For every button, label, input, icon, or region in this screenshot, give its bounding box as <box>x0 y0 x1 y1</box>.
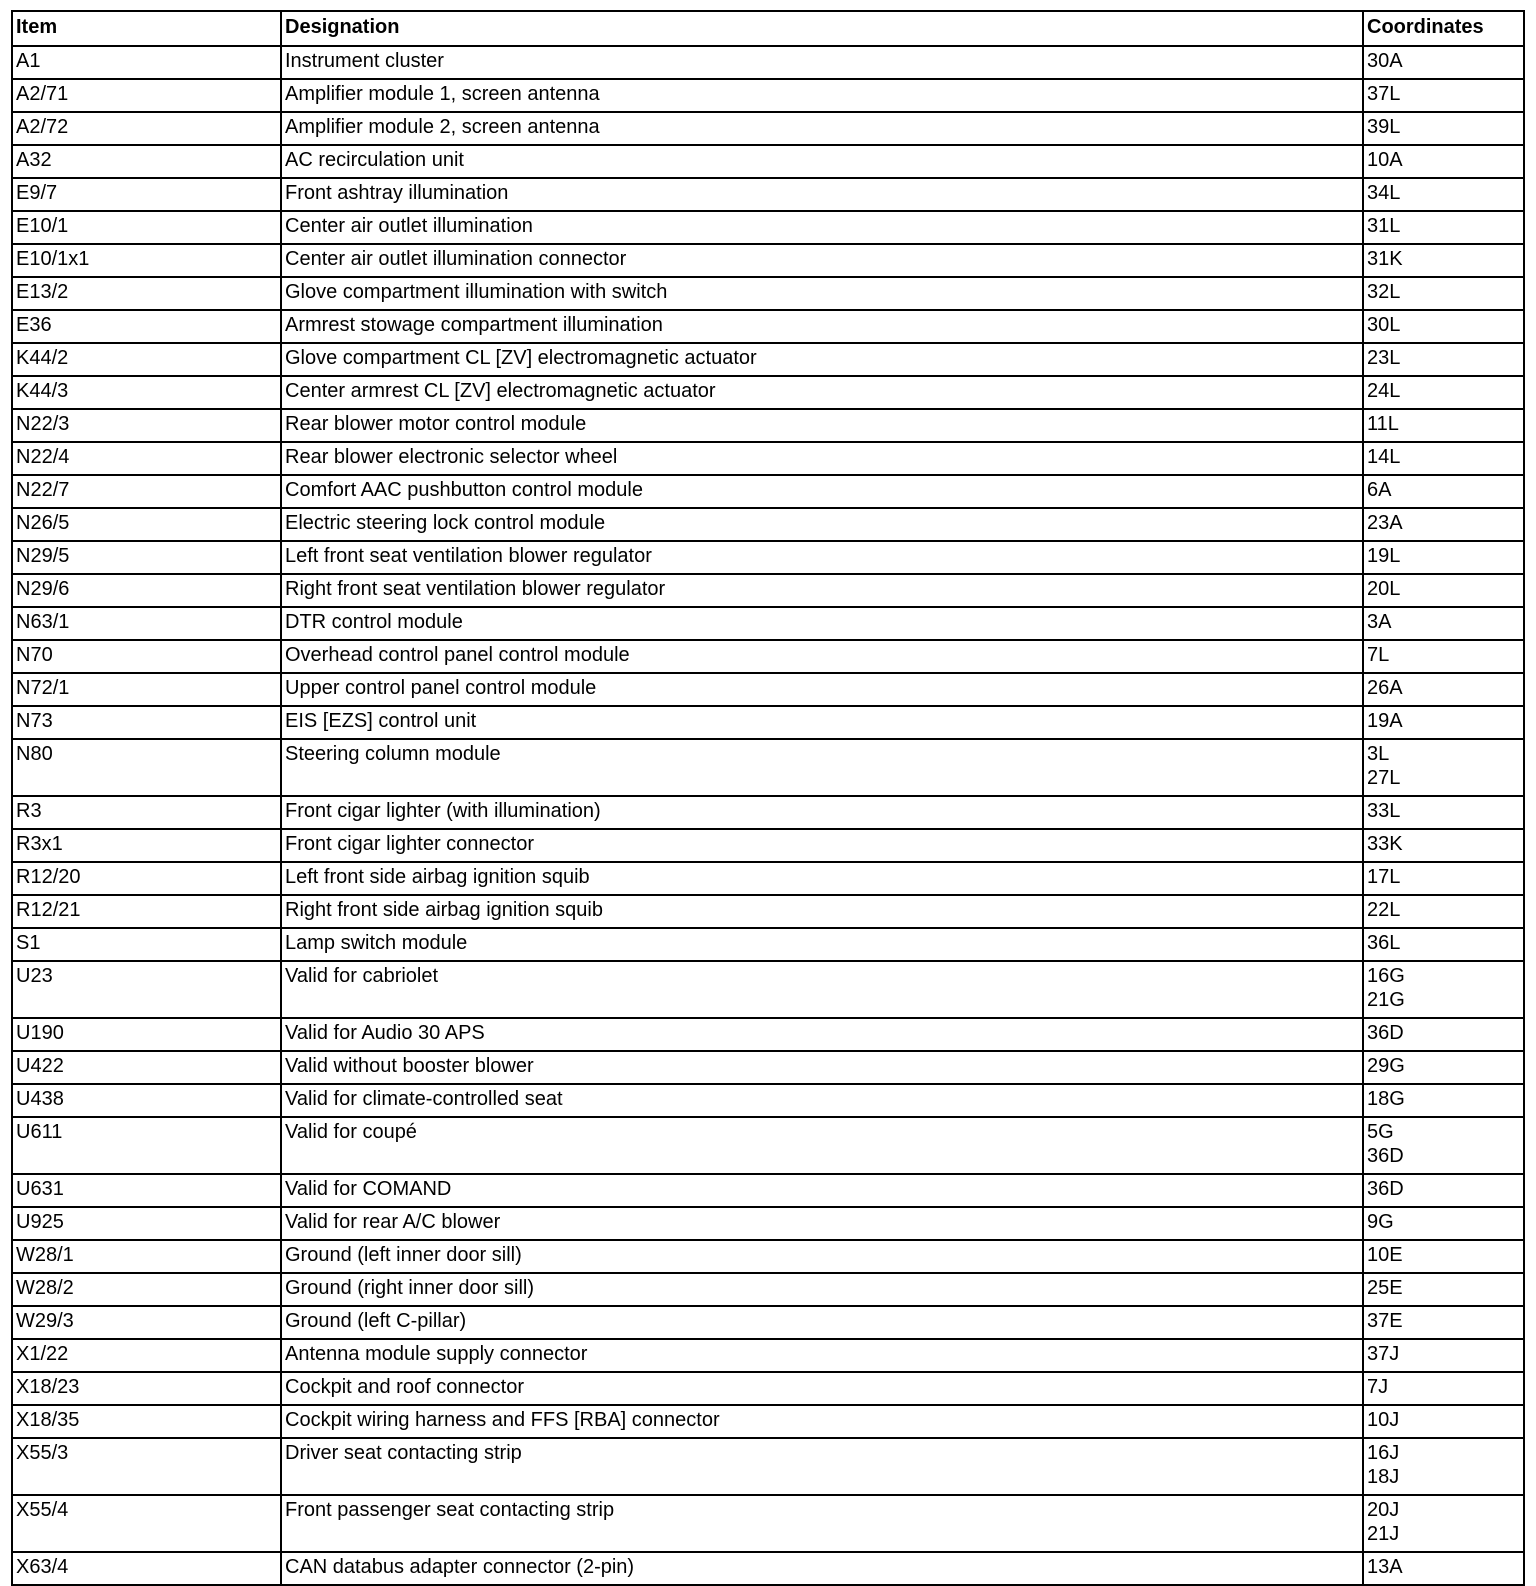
cell-coordinates <box>1363 895 1524 928</box>
cell-coordinates <box>1363 607 1524 640</box>
coordinate-value: 31K <box>1367 248 1403 270</box>
cell-item: N22/3 <box>12 409 281 442</box>
cell-coordinates <box>1363 442 1524 475</box>
cell-designation: Armrest stowage compartment illumination <box>281 310 1363 343</box>
table-row <box>12 1240 1524 1273</box>
table-row <box>12 178 1524 211</box>
table-row <box>12 1273 1524 1306</box>
coordinate-value: 25E <box>1367 1277 1403 1299</box>
cell-item: A1 <box>12 46 281 79</box>
cell-designation: Overhead control panel control module <box>281 640 1363 673</box>
cell-coordinates <box>1363 829 1524 862</box>
cell-item: N72/1 <box>12 673 281 706</box>
cell-designation: Ground (right inner door sill) <box>281 1273 1363 1306</box>
header-item: Item <box>12 11 281 46</box>
cell-designation: Glove compartment illumination with switch <box>281 277 1363 310</box>
table-row <box>12 1174 1524 1207</box>
coordinate-value: 30A <box>1367 50 1403 72</box>
coordinate-value: 36D <box>1367 1145 1404 1167</box>
cell-designation: DTR control module <box>281 607 1363 640</box>
cell-designation: CAN databus adapter connector (2-pin) <box>281 1552 1363 1585</box>
cell-designation: Center air outlet illumination <box>281 211 1363 244</box>
cell-item: X18/35 <box>12 1405 281 1438</box>
cell-item: U611 <box>12 1117 281 1174</box>
cell-designation: Cockpit wiring harness and FFS [RBA] connector <box>281 1405 1363 1438</box>
coordinate-value: 3L <box>1367 743 1390 765</box>
cell-coordinates <box>1363 376 1524 409</box>
cell-designation: Right front seat ventilation blower regulator <box>281 574 1363 607</box>
cell-designation: Front cigar lighter (with illumination) <box>281 796 1363 829</box>
cell-designation: Right front side airbag ignition squib <box>281 895 1363 928</box>
cell-coordinates <box>1363 1051 1524 1084</box>
cell-coordinates <box>1363 310 1524 343</box>
coordinate-value: 16J <box>1367 1442 1400 1464</box>
table-body <box>12 46 1524 1585</box>
cell-designation: Glove compartment CL [ZV] electromagnetic actuator <box>281 343 1363 376</box>
cell-item: U23 <box>12 961 281 1018</box>
cell-item: N22/7 <box>12 475 281 508</box>
cell-designation: Amplifier module 2, screen antenna <box>281 112 1363 145</box>
cell-coordinates <box>1363 796 1524 829</box>
cell-coordinates <box>1363 1174 1524 1207</box>
cell-coordinates <box>1363 178 1524 211</box>
cell-designation: Front ashtray illumination <box>281 178 1363 211</box>
cell-item: U925 <box>12 1207 281 1240</box>
table-row <box>12 1117 1524 1174</box>
table-row <box>12 1084 1524 1117</box>
cell-item: R3 <box>12 796 281 829</box>
table-row <box>12 244 1524 277</box>
cell-coordinates <box>1363 1018 1524 1051</box>
table-row <box>12 112 1524 145</box>
cell-item: W28/2 <box>12 1273 281 1306</box>
coordinate-value: 21J <box>1367 1523 1400 1545</box>
cell-coordinates <box>1363 409 1524 442</box>
coordinate-value: 10J <box>1367 1409 1400 1431</box>
cell-coordinates <box>1363 739 1524 796</box>
cell-designation: Instrument cluster <box>281 46 1363 79</box>
cell-item: A2/72 <box>12 112 281 145</box>
table-row <box>12 1405 1524 1438</box>
coordinate-value: 37J <box>1367 1343 1400 1365</box>
coordinate-value: 26A <box>1367 677 1403 699</box>
cell-designation: Driver seat contacting strip <box>281 1438 1363 1495</box>
table-row <box>12 310 1524 343</box>
coordinate-value: 19L <box>1367 545 1401 567</box>
cell-designation: Comfort AAC pushbutton control module <box>281 475 1363 508</box>
coordinate-value: 21G <box>1367 989 1405 1011</box>
coordinate-value: 7L <box>1367 644 1390 666</box>
cell-coordinates <box>1363 1495 1524 1552</box>
cell-coordinates <box>1363 1438 1524 1495</box>
cell-designation: Valid for COMAND <box>281 1174 1363 1207</box>
table-row <box>12 409 1524 442</box>
cell-coordinates <box>1363 574 1524 607</box>
cell-designation: Amplifier module 1, screen antenna <box>281 79 1363 112</box>
table-row <box>12 277 1524 310</box>
coordinate-value: 7J <box>1367 1376 1389 1398</box>
cell-coordinates <box>1363 46 1524 79</box>
coordinate-value: 18G <box>1367 1088 1405 1110</box>
table-row <box>12 1495 1524 1552</box>
cell-item: E10/1 <box>12 211 281 244</box>
cell-coordinates <box>1363 475 1524 508</box>
cell-designation: Front passenger seat contacting strip <box>281 1495 1363 1552</box>
cell-coordinates <box>1363 862 1524 895</box>
coordinate-value: 37L <box>1367 83 1401 105</box>
cell-item: X1/22 <box>12 1339 281 1372</box>
cell-item: R12/21 <box>12 895 281 928</box>
cell-item: X63/4 <box>12 1552 281 1585</box>
cell-coordinates <box>1363 211 1524 244</box>
table-row <box>12 1339 1524 1372</box>
coordinate-value: 24L <box>1367 380 1401 402</box>
cell-item: A32 <box>12 145 281 178</box>
table-row <box>12 706 1524 739</box>
cell-item: W29/3 <box>12 1306 281 1339</box>
cell-coordinates <box>1363 1207 1524 1240</box>
cell-designation: Cockpit and roof connector <box>281 1372 1363 1405</box>
table-row <box>12 1207 1524 1240</box>
table-row <box>12 796 1524 829</box>
cell-designation: Left front side airbag ignition squib <box>281 862 1363 895</box>
cell-item: E10/1x1 <box>12 244 281 277</box>
table-row <box>12 508 1524 541</box>
table-row <box>12 640 1524 673</box>
table-row <box>12 475 1524 508</box>
table-row <box>12 895 1524 928</box>
cell-item: U190 <box>12 1018 281 1051</box>
cell-coordinates <box>1363 1372 1524 1405</box>
legend-table <box>11 10 1525 1586</box>
cell-item: U631 <box>12 1174 281 1207</box>
cell-item: N29/6 <box>12 574 281 607</box>
coordinate-value: 20L <box>1367 578 1401 600</box>
cell-coordinates <box>1363 1306 1524 1339</box>
coordinate-value: 14L <box>1367 446 1401 468</box>
table-row <box>12 829 1524 862</box>
cell-coordinates <box>1363 706 1524 739</box>
table-row <box>12 376 1524 409</box>
coordinate-value: 31L <box>1367 215 1401 237</box>
table-row <box>12 442 1524 475</box>
cell-item: K44/3 <box>12 376 281 409</box>
cell-designation: Electric steering lock control module <box>281 508 1363 541</box>
cell-coordinates <box>1363 1240 1524 1273</box>
cell-item: X55/4 <box>12 1495 281 1552</box>
coordinate-value: 16G <box>1367 965 1405 987</box>
coordinate-value: 22L <box>1367 899 1401 921</box>
cell-item: K44/2 <box>12 343 281 376</box>
coordinate-value: 34L <box>1367 182 1401 204</box>
coordinate-value: 23L <box>1367 347 1401 369</box>
cell-item: A2/71 <box>12 79 281 112</box>
cell-designation: Valid for cabriolet <box>281 961 1363 1018</box>
table-row <box>12 1372 1524 1405</box>
header-coordinates: Coordinates <box>1363 11 1524 46</box>
coordinate-value: 19A <box>1367 710 1403 732</box>
cell-item: W28/1 <box>12 1240 281 1273</box>
table-row <box>12 961 1524 1018</box>
table-row <box>12 862 1524 895</box>
cell-item: X18/23 <box>12 1372 281 1405</box>
cell-item: E36 <box>12 310 281 343</box>
table-row <box>12 607 1524 640</box>
coordinate-value: 18J <box>1367 1466 1400 1488</box>
cell-coordinates <box>1363 1552 1524 1585</box>
table-row <box>12 1018 1524 1051</box>
table-row <box>12 541 1524 574</box>
cell-coordinates <box>1363 145 1524 178</box>
coordinate-value: 30L <box>1367 314 1401 336</box>
cell-designation: Valid for coupé <box>281 1117 1363 1174</box>
cell-coordinates <box>1363 928 1524 961</box>
cell-designation: Ground (left C-pillar) <box>281 1306 1363 1339</box>
table-row <box>12 79 1524 112</box>
cell-item: N73 <box>12 706 281 739</box>
table-row <box>12 343 1524 376</box>
cell-item: R12/20 <box>12 862 281 895</box>
coordinate-value: 32L <box>1367 281 1401 303</box>
coordinate-value: 5G <box>1367 1121 1394 1143</box>
coordinate-value: 6A <box>1367 479 1392 501</box>
table-row <box>12 1306 1524 1339</box>
cell-coordinates <box>1363 961 1524 1018</box>
cell-designation: Rear blower electronic selector wheel <box>281 442 1363 475</box>
table-row <box>12 673 1524 706</box>
cell-item: N22/4 <box>12 442 281 475</box>
cell-item: U422 <box>12 1051 281 1084</box>
coordinate-value: 10E <box>1367 1244 1403 1266</box>
cell-item: S1 <box>12 928 281 961</box>
cell-item: N29/5 <box>12 541 281 574</box>
cell-designation: Ground (left inner door sill) <box>281 1240 1363 1273</box>
cell-coordinates <box>1363 112 1524 145</box>
cell-item: N63/1 <box>12 607 281 640</box>
cell-designation: Valid without booster blower <box>281 1051 1363 1084</box>
coordinate-value: 36L <box>1367 932 1401 954</box>
coordinate-value: 23A <box>1367 512 1403 534</box>
coordinate-value: 11L <box>1367 413 1399 435</box>
cell-designation: Valid for climate-controlled seat <box>281 1084 1363 1117</box>
cell-item: X55/3 <box>12 1438 281 1495</box>
coordinate-value: 3A <box>1367 611 1392 633</box>
cell-designation: Valid for rear A/C blower <box>281 1207 1363 1240</box>
table-row <box>12 928 1524 961</box>
cell-coordinates <box>1363 640 1524 673</box>
coordinate-value: 27L <box>1367 767 1401 789</box>
coordinate-value: 33L <box>1367 800 1401 822</box>
table-row <box>12 1438 1524 1495</box>
table-row <box>12 145 1524 178</box>
coordinate-value: 10A <box>1367 149 1403 171</box>
cell-designation: Front cigar lighter connector <box>281 829 1363 862</box>
cell-coordinates <box>1363 277 1524 310</box>
cell-item: N26/5 <box>12 508 281 541</box>
cell-coordinates <box>1363 541 1524 574</box>
cell-item: E13/2 <box>12 277 281 310</box>
cell-coordinates <box>1363 1405 1524 1438</box>
table-row <box>12 1552 1524 1585</box>
cell-item: E9/7 <box>12 178 281 211</box>
cell-coordinates <box>1363 244 1524 277</box>
cell-coordinates <box>1363 1117 1524 1174</box>
cell-designation: Rear blower motor control module <box>281 409 1363 442</box>
coordinate-value: 39L <box>1367 116 1401 138</box>
cell-designation: Center air outlet illumination connector <box>281 244 1363 277</box>
table-row <box>12 574 1524 607</box>
cell-item: N70 <box>12 640 281 673</box>
cell-designation: Antenna module supply connector <box>281 1339 1363 1372</box>
coordinate-value: 9G <box>1367 1211 1394 1233</box>
cell-item: U438 <box>12 1084 281 1117</box>
cell-designation: Left front seat ventilation blower regulator <box>281 541 1363 574</box>
cell-coordinates <box>1363 79 1524 112</box>
header-designation: Designation <box>281 11 1363 46</box>
table-row <box>12 1051 1524 1084</box>
cell-coordinates <box>1363 343 1524 376</box>
cell-item: N80 <box>12 739 281 796</box>
table-row <box>12 211 1524 244</box>
coordinate-value: 13A <box>1367 1556 1403 1578</box>
header-row <box>12 11 1524 46</box>
coordinate-value: 36D <box>1367 1022 1404 1044</box>
cell-designation: Upper control panel control module <box>281 673 1363 706</box>
cell-designation: Lamp switch module <box>281 928 1363 961</box>
cell-coordinates <box>1363 1339 1524 1372</box>
cell-coordinates <box>1363 1273 1524 1306</box>
cell-designation: Center armrest CL [ZV] electromagnetic actuator <box>281 376 1363 409</box>
cell-designation: Valid for Audio 30 APS <box>281 1018 1363 1051</box>
cell-coordinates <box>1363 673 1524 706</box>
table-row <box>12 739 1524 796</box>
cell-designation: AC recirculation unit <box>281 145 1363 178</box>
cell-coordinates <box>1363 508 1524 541</box>
coordinate-value: 33K <box>1367 833 1403 855</box>
cell-designation: Steering column module <box>281 739 1363 796</box>
cell-coordinates <box>1363 1084 1524 1117</box>
table-row <box>12 46 1524 79</box>
cell-designation: EIS [EZS] control unit <box>281 706 1363 739</box>
coordinate-value: 20J <box>1367 1499 1400 1521</box>
coordinate-value: 17L <box>1367 866 1401 888</box>
coordinate-value: 29G <box>1367 1055 1405 1077</box>
coordinate-value: 37E <box>1367 1310 1403 1332</box>
coordinate-value: 36D <box>1367 1178 1404 1200</box>
cell-item: R3x1 <box>12 829 281 862</box>
